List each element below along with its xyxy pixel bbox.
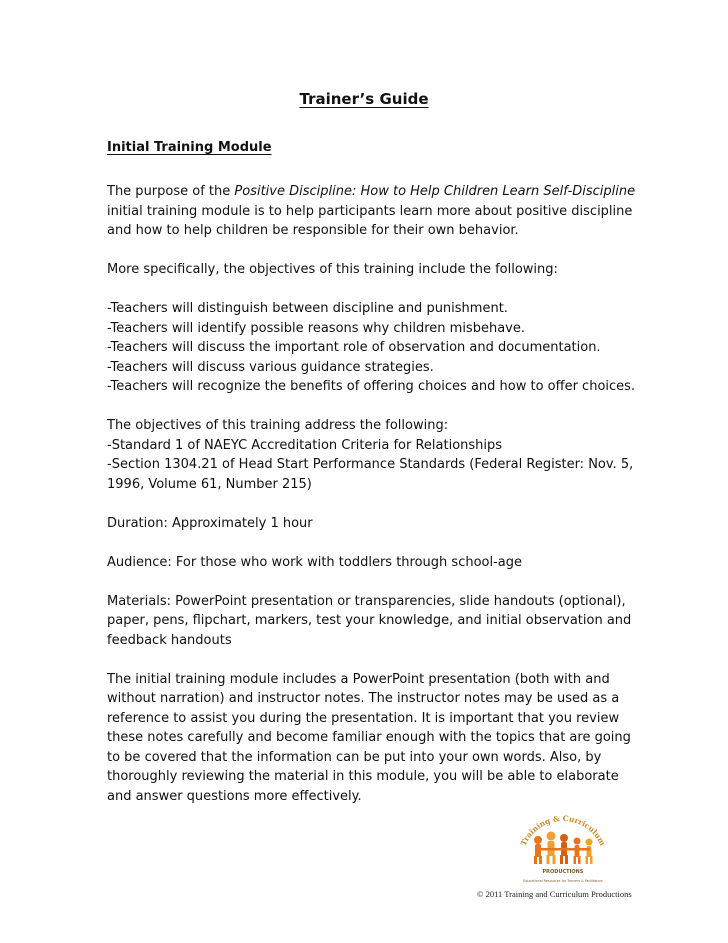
- logo-arc-text: Training & Curriculum: [518, 813, 608, 848]
- address-item: -Section 1304.21 of Head Start Performance Standards (Federal Register: Nov. 5, 1996, Volume 61, Number 215): [107, 457, 634, 492]
- purpose-paragraph: [107, 182, 637, 241]
- address-block: [107, 416, 637, 494]
- materials-text: Materials: PowerPoint presentation or transparencies, slide handouts (optional), paper, pens, flipchart, markers, test your knowledge, and initial observation and feedback handouts: [107, 593, 632, 648]
- purpose-text-before: The purpose of the: [107, 184, 235, 199]
- objectives-list: [107, 299, 637, 397]
- copyright-footer: © 2011 Training and Curriculum Productions: [477, 889, 632, 899]
- address-item: -Standard 1 of NAEYC Accreditation Criteria for Relationships: [107, 437, 503, 453]
- objective-item: -Teachers will distinguish between discipline and punishment.: [107, 301, 508, 316]
- page-title: [0, 90, 728, 108]
- logo-tagline: Educational Resources for Trainers & Facilitators: [523, 879, 603, 883]
- training-curriculum-logo-icon: [508, 808, 618, 890]
- module-title-italic: Positive Discipline: How to Help Children Learn Self-Discipline: [234, 184, 636, 199]
- address-intro: The objectives of this training address the following:: [107, 418, 449, 433]
- logo-figures: [534, 832, 593, 865]
- objectives-intro: More specifically, the objectives of this training include the following:: [107, 262, 558, 277]
- audience-text: Audience: For those who work with toddlers through school-age: [107, 554, 523, 570]
- duration-text: Duration: Approximately 1 hour: [107, 515, 313, 531]
- page-title-text: Trainer’s Guide: [299, 90, 429, 108]
- purpose-text-after: initial training module is to help participants learn more about positive discipline and how to help children be responsible for their own behavior.: [107, 203, 633, 238]
- objective-item: -Teachers will recognize the benefits of offering choices and how to offer choices.: [107, 379, 636, 394]
- objective-item: -Teachers will identify possible reasons why children misbehave.: [107, 320, 525, 336]
- objective-item: -Teachers will discuss the important role of observation and documentation.: [107, 340, 601, 355]
- logo-sub-text: PRODUCTIONS: [542, 869, 584, 875]
- section-heading: Initial Training Module: [107, 140, 272, 155]
- objective-item: -Teachers will discuss various guidance strategies.: [107, 359, 434, 375]
- document-body: [107, 182, 637, 826]
- closing-paragraph: The initial training module includes a PowerPoint presentation (both with and without narration) and instructor notes. The instructor notes may be used as a reference to assist you during the presentation. It is important that you review these notes carefully and become familiar enough with the topics that are going to be covered that the information can be put into your own words. Also, by thoroughly reviewing the material in this module, you will be able to elaborate and answer questions more effectively.: [107, 671, 631, 804]
